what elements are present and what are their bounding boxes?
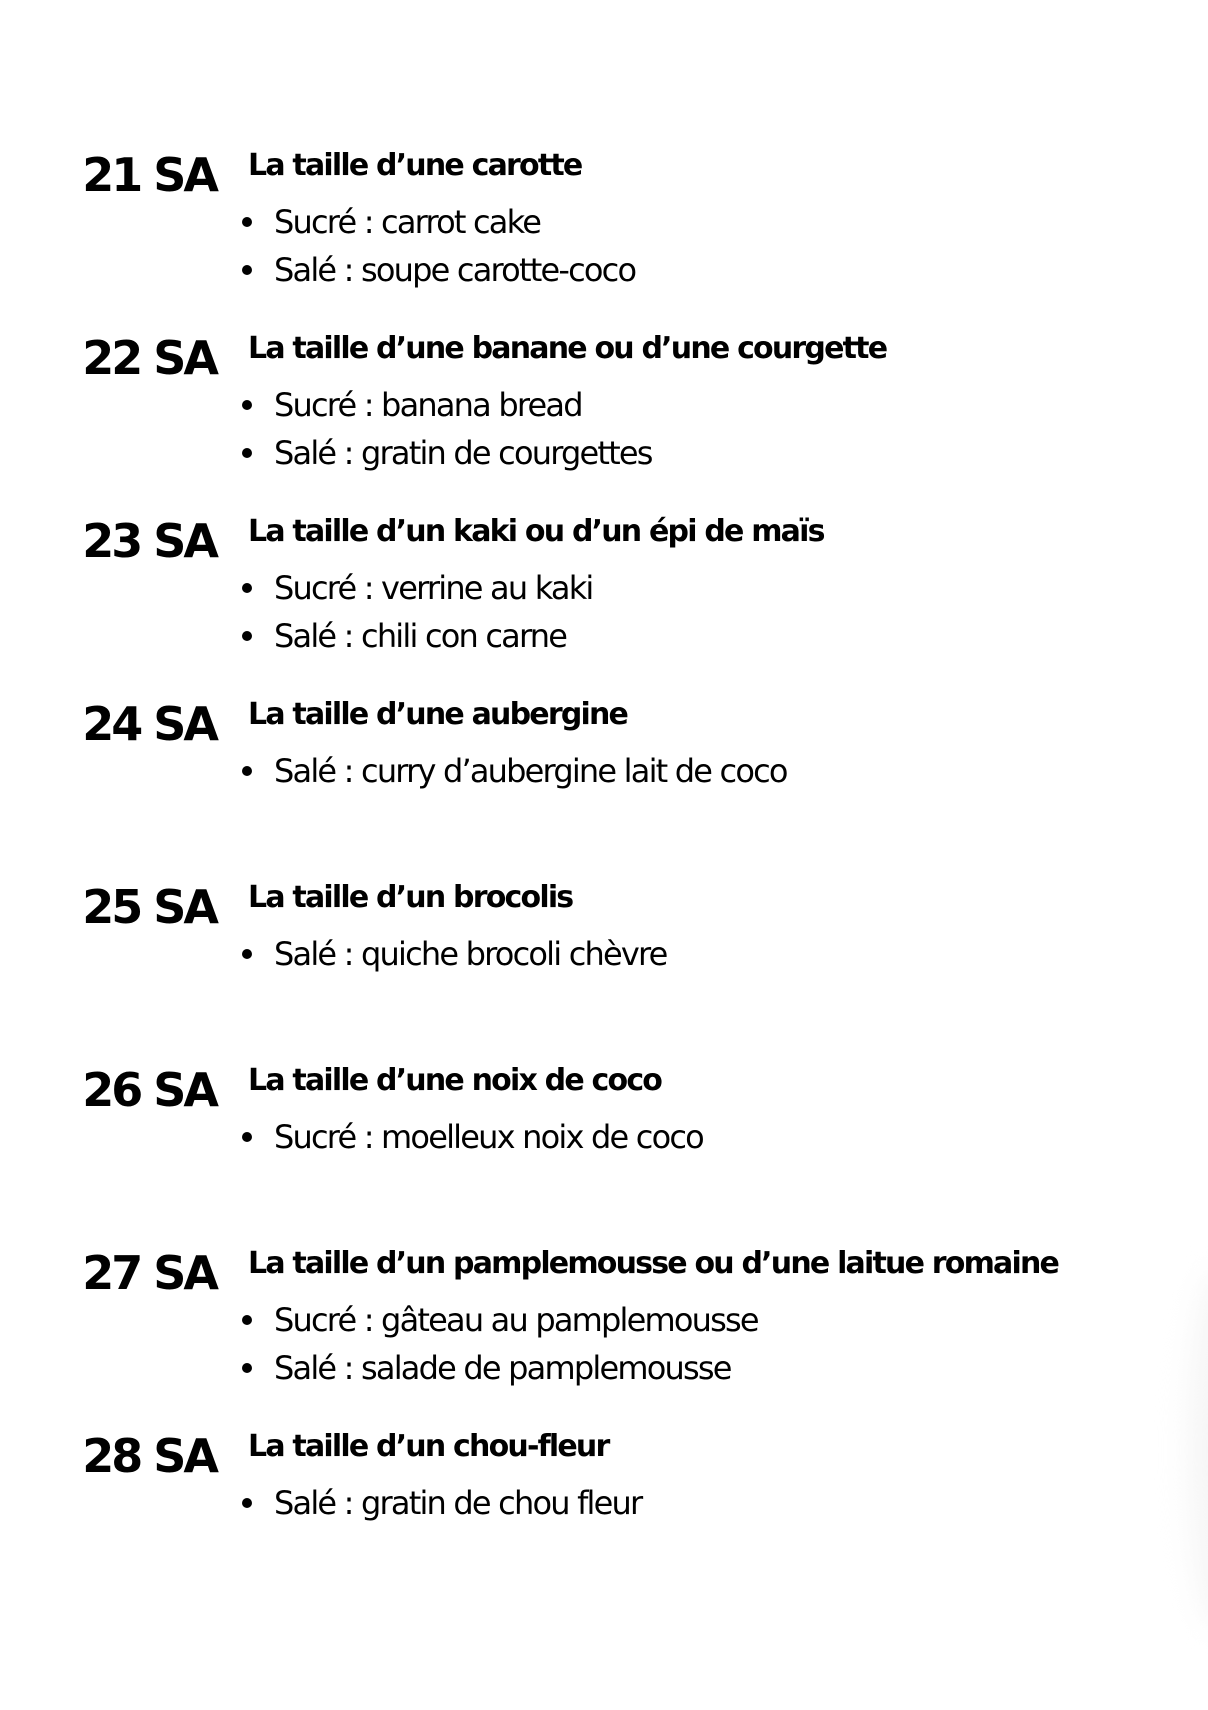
bullet-icon	[242, 400, 252, 410]
bullet-icon	[242, 448, 252, 458]
week-number: 22 SA	[82, 331, 216, 385]
week-title: La taille d’une noix de coco	[248, 1063, 662, 1098]
recipe-label: Salé : chili con carne	[274, 617, 567, 655]
week-title: La taille d’une banane ou d’une courgette	[248, 331, 887, 366]
week-title: La taille d’un pamplemousse ou d’une laitue romaine	[248, 1246, 1059, 1281]
recipe-item	[238, 1296, 758, 1344]
bullet-icon	[242, 1315, 252, 1325]
recipe-item	[238, 564, 593, 612]
recipe-item	[238, 198, 635, 246]
recipe-label: Salé : salade de pamplemousse	[274, 1349, 731, 1387]
recipe-label: Sucré : moelleux noix de coco	[274, 1118, 703, 1156]
recipe-item	[238, 381, 652, 429]
bullet-icon	[242, 949, 252, 959]
recipe-item	[238, 1113, 703, 1161]
bullet-icon	[242, 1498, 252, 1508]
page-edge-shadow	[1188, 1270, 1208, 1630]
week-title: La taille d’un kaki ou d’un épi de maïs	[248, 514, 824, 549]
recipe-label: Salé : soupe carotte-coco	[274, 251, 636, 289]
recipe-label: Sucré : banana bread	[274, 386, 582, 424]
recipe-item	[238, 1344, 758, 1392]
week-title: La taille d’un chou-fleur	[248, 1429, 609, 1464]
recipe-list	[238, 564, 593, 660]
bullet-icon	[242, 1363, 252, 1373]
week-number: 26 SA	[82, 1063, 216, 1117]
week-number: 21 SA	[82, 148, 216, 202]
recipe-item	[238, 612, 593, 660]
recipe-list	[238, 381, 652, 477]
recipe-label: Sucré : carrot cake	[274, 203, 541, 241]
week-number: 28 SA	[82, 1429, 216, 1483]
recipe-list	[238, 930, 667, 978]
week-title: La taille d’une carotte	[248, 148, 582, 183]
recipe-list	[238, 198, 635, 294]
recipe-list	[238, 747, 787, 795]
recipe-list	[238, 1479, 641, 1527]
bullet-icon	[242, 583, 252, 593]
recipe-label: Sucré : verrine au kaki	[274, 569, 593, 607]
recipe-label: Salé : curry d’aubergine lait de coco	[274, 752, 787, 790]
recipe-item	[238, 747, 787, 795]
week-number: 24 SA	[82, 697, 216, 751]
bullet-icon	[242, 217, 252, 227]
bullet-icon	[242, 1132, 252, 1142]
bullet-icon	[242, 265, 252, 275]
recipe-label: Sucré : gâteau au pamplemousse	[274, 1301, 758, 1339]
week-title: La taille d’une aubergine	[248, 697, 628, 732]
bullet-icon	[242, 766, 252, 776]
recipe-label: Salé : gratin de courgettes	[274, 434, 652, 472]
recipe-list	[238, 1296, 758, 1392]
recipe-list	[238, 1113, 703, 1161]
recipe-item	[238, 429, 652, 477]
week-title: La taille d’un brocolis	[248, 880, 573, 915]
recipe-label: Salé : gratin de chou fleur	[274, 1484, 642, 1522]
recipe-item	[238, 930, 667, 978]
week-number: 25 SA	[82, 880, 216, 934]
recipe-item	[238, 1479, 641, 1527]
recipe-label: Salé : quiche brocoli chèvre	[274, 935, 667, 973]
week-number: 27 SA	[82, 1246, 216, 1300]
bullet-icon	[242, 631, 252, 641]
week-number: 23 SA	[82, 514, 216, 568]
recipe-item	[238, 246, 635, 294]
